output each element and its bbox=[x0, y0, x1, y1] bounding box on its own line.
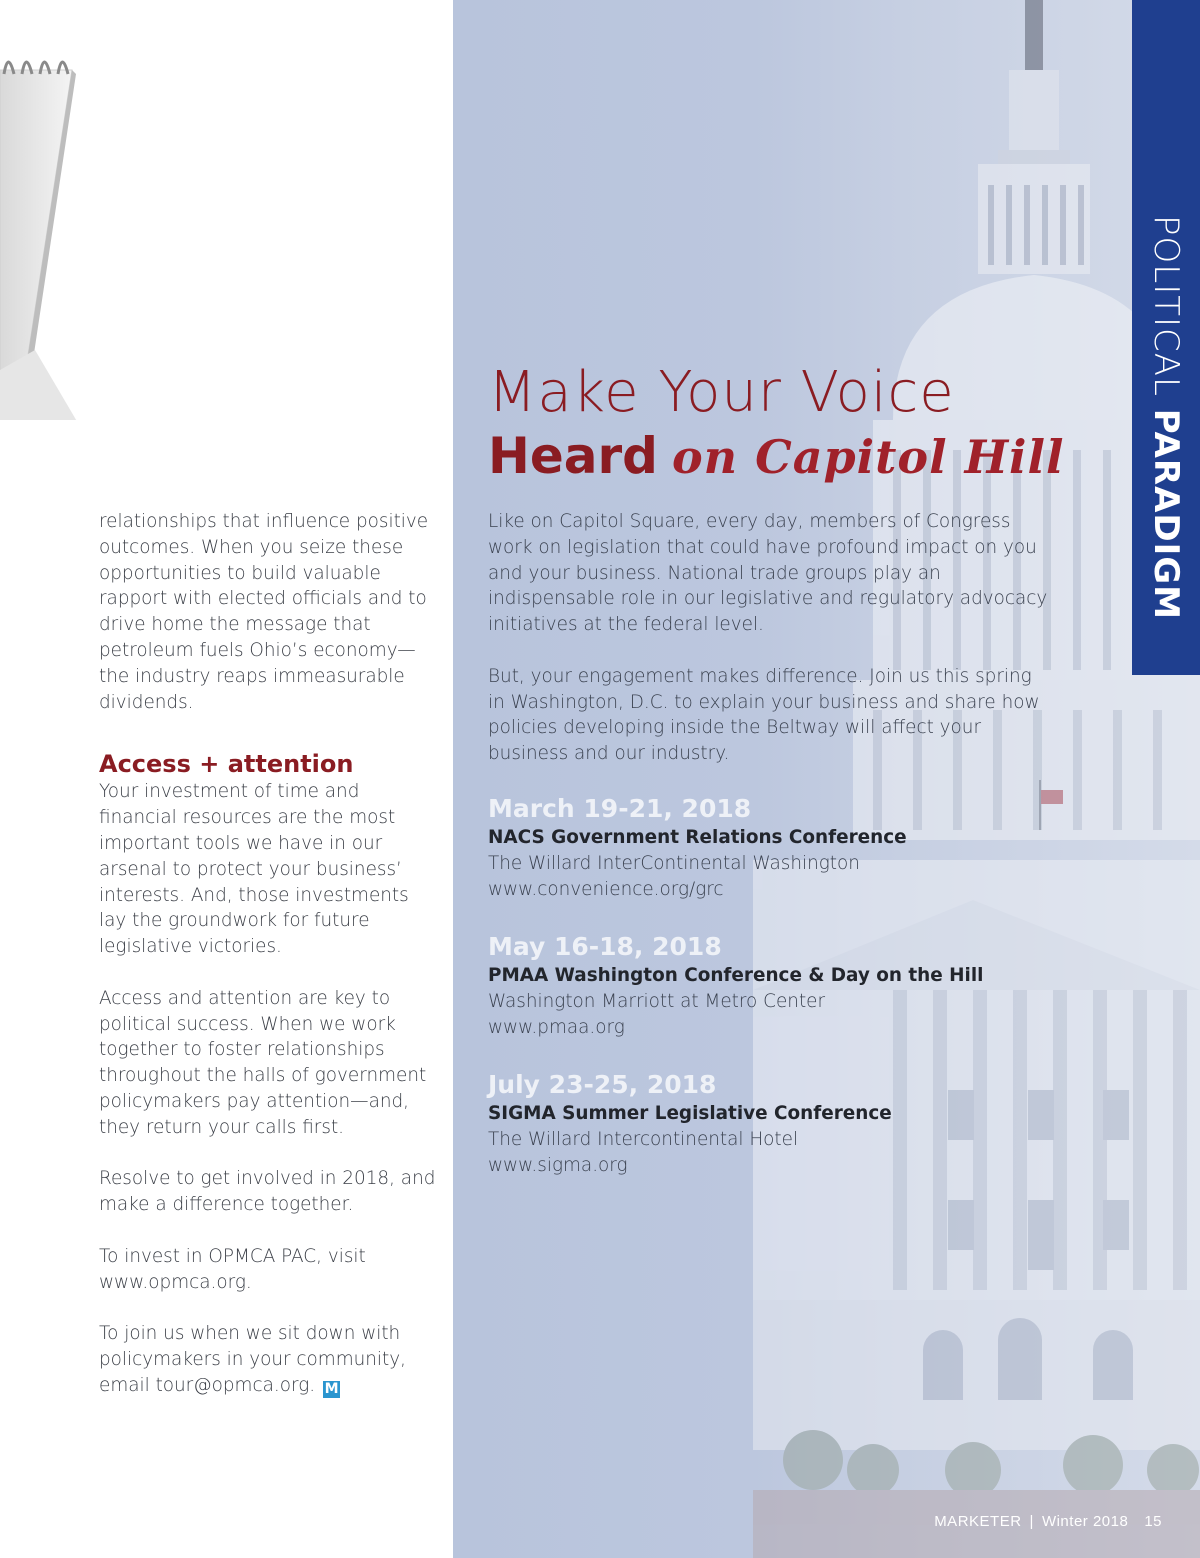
event-venue: The Willard InterContinental Washington bbox=[488, 853, 860, 874]
headline-line2 bbox=[488, 426, 1108, 498]
marketer-end-mark-icon: M bbox=[324, 1380, 339, 1397]
intro-copy bbox=[488, 509, 1048, 793]
event-item bbox=[488, 931, 1048, 1041]
left-column bbox=[99, 509, 439, 1424]
section-heading: Access + attention bbox=[99, 750, 354, 779]
event-name: PMAA Washington Conference & Day on the Hill bbox=[488, 965, 984, 986]
section-tab-bold: PARADIGM bbox=[1146, 408, 1186, 621]
intro-paragraph-1: Like on Capitol Square, every day, members of Congress work on legislation that could have profound impact on you and your business. National trade groups play an indispensable role in our legislative and regulatory advocacy initiatives at the federal level. bbox=[488, 511, 1048, 636]
page-footer bbox=[934, 1513, 1162, 1530]
intro-paragraph-2: But, your engagement makes difference. Join us this spring in Washington, D.C. to explain your business and share how policies developing inside the Beltway will affect your business and our industry. bbox=[488, 665, 1040, 765]
event-url[interactable]: www.convenience.org/grc bbox=[488, 879, 724, 900]
closing-paragraph bbox=[99, 1321, 439, 1398]
event-name: SIGMA Summer Legislative Conference bbox=[488, 1103, 892, 1124]
body-paragraph: To invest in OPMCA PAC, visit www.opmca.org. bbox=[99, 1245, 366, 1293]
intro-paragraph: relationships that influence positive outcomes. When you seize these opportunities to build valuable rapport with elected officials and to drive home the message that petroleum fuels Ohio’s economy—the industry reaps immeasurable dividends. bbox=[99, 511, 429, 713]
event-item bbox=[488, 793, 1048, 903]
section-tab-light: POLITICAL bbox=[1146, 215, 1186, 397]
page-number: 15 bbox=[1144, 1513, 1162, 1530]
event-date: May 16-18, 2018 bbox=[488, 932, 722, 961]
headline-heard: Heard bbox=[488, 427, 658, 485]
event-item bbox=[488, 1069, 1048, 1179]
event-url[interactable]: www.sigma.org bbox=[488, 1155, 628, 1176]
event-name: NACS Government Relations Conference bbox=[488, 827, 907, 848]
headline-script: on Capitol Hill bbox=[671, 430, 1065, 484]
publication-name: MARKETER bbox=[934, 1513, 1022, 1530]
section-tab-label bbox=[1146, 215, 1186, 620]
closing-text: To join us when we sit down with policymakers in your community, email tour@opmca.org. bbox=[99, 1323, 406, 1396]
event-venue: Washington Marriott at Metro Center bbox=[488, 991, 826, 1012]
event-url[interactable]: www.pmaa.org bbox=[488, 1017, 625, 1038]
body-paragraph: Resolve to get involved in 2018, and make a difference together. bbox=[99, 1168, 436, 1216]
event-venue: The Willard Intercontinental Hotel bbox=[488, 1129, 799, 1150]
body-paragraph: Your investment of time and financial resources are the most important tools we have in our arsenal to protect your business’ interests. And, those investments lay the groundwork for future legislative victories. bbox=[99, 781, 409, 958]
event-date: July 23-25, 2018 bbox=[488, 1070, 717, 1099]
headline bbox=[488, 362, 1108, 498]
event-list bbox=[488, 793, 1048, 1207]
event-date: March 19-21, 2018 bbox=[488, 794, 752, 823]
body-paragraph: Access and attention are key to political success. When we work together to foster relationships throughout the halls of government policymakers pay attention—and, they return your calls first. bbox=[99, 987, 427, 1138]
headline-line1: Make Your Voice bbox=[488, 360, 955, 425]
issue-label: Winter 2018 bbox=[1041, 1513, 1129, 1530]
desk-calendar-illustration bbox=[0, 40, 110, 420]
footer-separator: | bbox=[1029, 1513, 1034, 1530]
